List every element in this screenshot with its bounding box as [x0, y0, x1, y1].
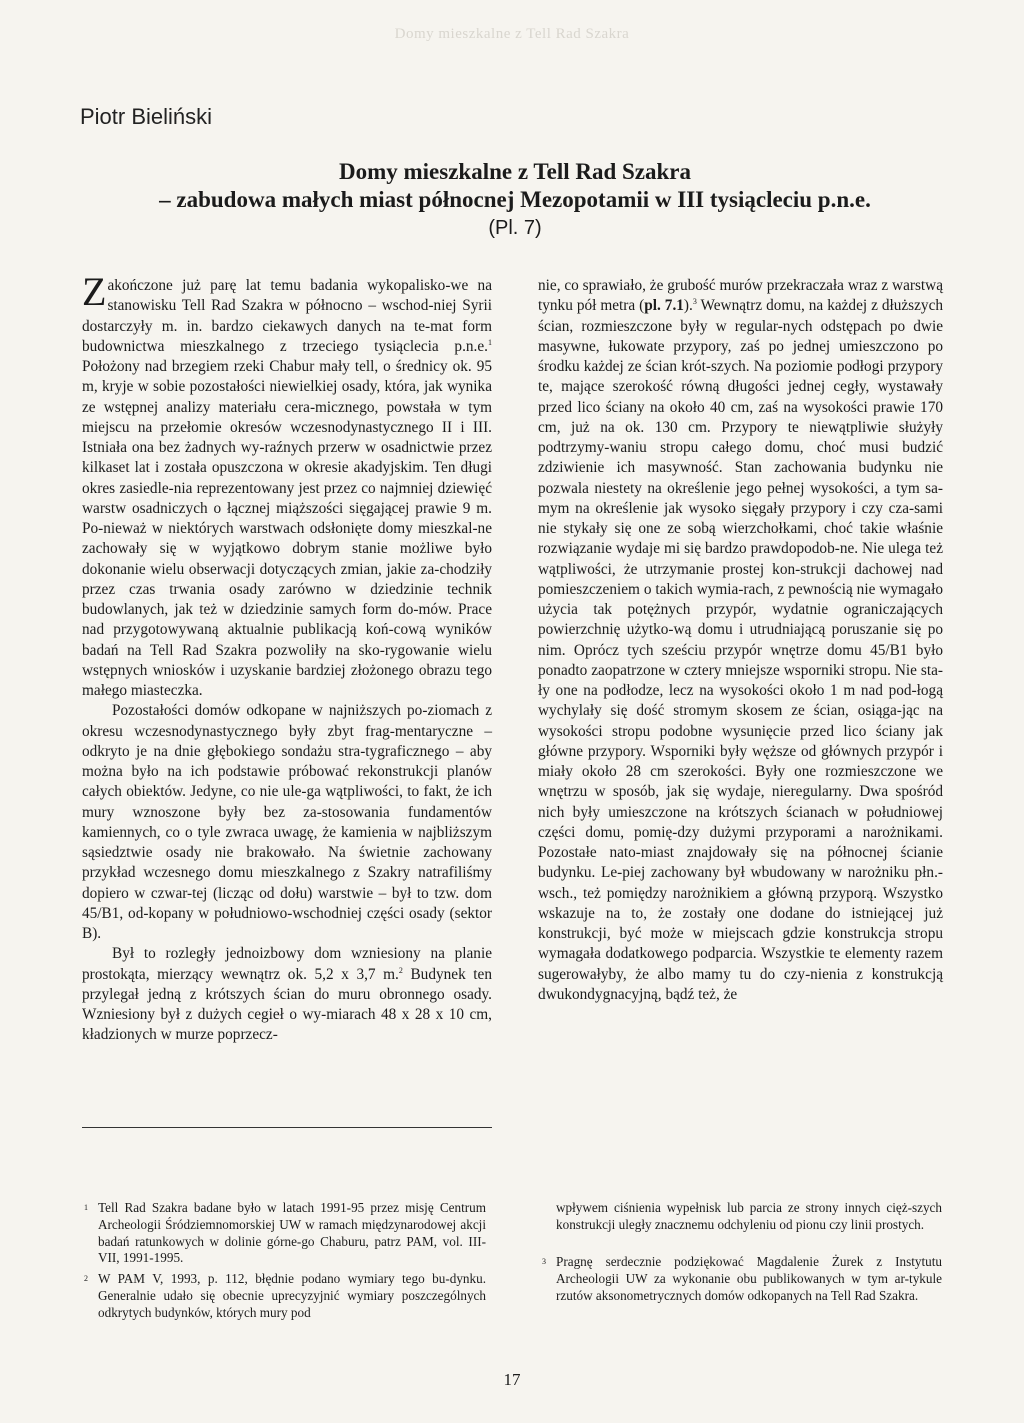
plate-ref: pl. 7.1 [644, 297, 684, 315]
footnote-mark: 1 [84, 1203, 88, 1212]
title-line-1: Domy mieszkalne z Tell Rad Szakra [338, 159, 692, 184]
paragraph: Pozostałości domów odkopane w najniższych po-ziomach z okresu wczesnodynastycznego były zbyt frag-mentaryczne – odkryto je na dnie głębokiego sondażu stra-tygraficznego – aby można było na ich podstawie próbować rekonstrukcji planów całych obiektów. Jedyne, co nie ule-ga wątpliwości, to fakt, że ich mury wznoszone były bez za-stosowania fundamentów kamiennych, co o tyle zwraca uwagę, że kamienia w najbliższym sąsiedztwie osady nie brakowało. Na świetnie zachowany przykład wczesnego domu mieszkalnego z Szakry natrafiliśmy dopiero w czwar-tej (licząc od dołu) warstwie – był to tzw. dom 45/B1, od-kopany w południowo-wschodniej części osady (sektor B). [82, 702, 492, 942]
footnote-ref: 2 [398, 965, 403, 975]
drop-cap: Z [82, 269, 107, 314]
footnote-2-continued [556, 1200, 942, 1234]
footnote-text: W PAM V, 1993, p. 112, błędnie podano wymiary tego bu-dynku. Generalnie udało się obecnie uprecyzyjnić wymiary poszczególnych odkrytych budynków, których mury pod [98, 1271, 486, 1320]
footnote-separator [82, 1127, 492, 1128]
paragraph [82, 269, 492, 701]
article-title [120, 158, 910, 242]
footnote-2 [84, 1271, 486, 1321]
footnote-text: wpływem ciśnienia wypełnisk lub parcia ze strony innych cięż-szych konstrukcji uległy znacznemu odchyleniu od pionu czy linii prostych. [556, 1200, 942, 1232]
footnote-mark: 3 [542, 1257, 546, 1266]
footnote-1 [84, 1200, 486, 1267]
page-number: 17 [503, 1370, 521, 1389]
paragraph-text: Budynek ten przylegał jedną z krótszych ścian do muru obronnego osady. Wzniesiony był z dużych cegieł o wy-miarach 48 x 28 x 10 cm, kładzionych w murze poprzecz- [82, 965, 492, 1044]
footnote-text: Tell Rad Szakra badane było w latach 1991-95 przez misję Centrum Archeologii Śródziemnomorskiej UW w ramach międzynarodowej akcji badań ratunkowych w dolinie górne-go Chaburu, patrz PAM, vol. III-VII, 1991-1995. [98, 1200, 486, 1266]
paragraph-text: nie, co sprawiało, że grubość murów przekraczała wraz z warstwą tynku pół metra ( [538, 277, 943, 315]
paragraph [82, 944, 492, 1045]
paragraph-text: akończone już parę lat temu badania wykopalisko-we na stanowisku Tell Rad Szakra w północno – wschod-niej Syrii dostarczyły m. in. bardzo ciekawych danych na te-mat form budownictwa mieszkalnego z trzeciego tysiąclecia p.n.e. [82, 277, 492, 355]
footnote-ref: 1 [488, 337, 492, 347]
footnote-3 [542, 1254, 942, 1304]
paragraph-text: Był to rozległy jednoizbowy dom wzniesiony na planie prostokąta, mierzący wewnątrz ok. 5,2 x 3,7 m. [82, 945, 492, 983]
paragraph-text: Wewnątrz domu, na każdej z dłuższych ścian, rozmieszczone były w regular-nych odstępach po dwie masywne, łukowate przypory, zaś po jednej umieszczono po środku każdej ze ścian krót-szych. Na poziomie podłogi przypory te, mające szerokość równą długości jednej cegły, wystawały przed lico ściany na około 40 cm, zaś na wysokości prawie 170 cm, już na ok. 130 cm. Przypory te niewątpliwie służyły podtrzymy-waniu stropu całego domu, choć musi budzić zdziwienie ich masywność. Stan zachowania budynku nie pozwala niestety na określenie jego pełnej wysokości, a tym sa-mym na określenie jak wysoko sięgały przypory i czy cza-sami nie stykały się one ze sobą wierzchołkami, choć takie właśnie rozwiązanie wydaje mi się bardzo prawdopodob-ne. Nie ulega też wątpliwości, że utrzymanie prostej kon-strukcji dachowej nad pomieszczeniem o takich wymia-rach, z pewnością nie wymagało użycia tak potężnych przypór, wydatnie ograniczających powierzchnię użytko-wą domu i utrudniającą poruszanie się po nim. Oprócz tych sześciu przypór wnętrze domu 45/B1 było ponadto zaopatrzone w cztery mniejsze wsporniki stropu. Nie sta-ły one na podłodze, lecz na wysokości około 1 m nad pod-łogą wychylały się dość stromym skosem ze ścian, osiąga-jąc na wysokości stropu podobne wysunięcie przed lico ściany jak główne przypory. Wsporniki były węższe od głównych przypór i miały około 28 cm szerokości. Były one rozmieszczone we wnętrzu w sposób, jak się wydaje, nieregularny. Dwa spośród nich były umieszczone na krótszych ścianach w południowej części domu, pomię-dzy dużymi przyporami a narożnikami. Pozostałe nato-miast znajdowały się na północnej ścianie budynku. Le-piej zachowany był wbudowany w narożniku płn.-wsch., też pomiędzy narożnikiem a główną przyporą. Wszystko wskazuje na to, że zostały one dodane do istniejącej już konstrukcji, być może w miejscach gdzie konstrukcja stropu wymagała dodatkowego podparcia. Wszystkie te elementy razem sugerowałyby, że albo mamy tu do czy-nienia z konstrukcją dwukondygnacyjną, bądź też, że [538, 297, 944, 1003]
right-column [538, 276, 943, 1005]
title-line-2: – zabudowa małych miast północnej Mezopotamii w III tysiącleciu p.n.e. [159, 187, 871, 212]
paragraph-text: Położony nad brzegiem rzeki Chabur mały tell, o średnicy ok. 95 m, kryje w sobie pozostałości niewielkiej osady, która, jak wynika ze wstępnej analizy materiału cera-micznego, powstała w tym miejscu na przełomie okresów wczesnodynastycznego II i III. Istniała ona bez żadnych wy-raźnych przerw w osadnictwie przez kilkaset lat i została opuszczona w okresie akadyjskim. Ten długi okres zasiedle-nia reprezentowany jest przez co najmniej dziewięć warstw osadniczych o łącznej miąższości sięgającej prawie 9 m. Po-nieważ w niektórych warstwach odsłonięte domy mieszkal-ne zachowały się w wyjątkowo dobrym stanie możliwe było dokonanie wielu obserwacji dotyczących zmian, jakie za-chodziły przez czas trwania osady zarówno w dziedzinie technik budowlanych, jak też w dziedzinie samych form do-mów. Prace nad przygotowywaną aktualnie publikacją koń-cową wyników badań na Tell Rad Szakra pozwoliły na sko-rygowanie wielu wstępnych wniosków i uzyskanie bardziej złożonego obrazu tego małego miasteczka. [82, 358, 492, 699]
author-name: Piotr Bieliński [80, 104, 213, 129]
footnote-text: Pragnę serdecznie podziękować Magdalenie Żurek z Instytutu Archeologii UW za wykonanie obu publikowanych w tym ar-tykule rzutów aksonometrycznych domów odkopanych na Tell Rad Szakra. [556, 1254, 942, 1303]
footnote-mark: 2 [84, 1274, 88, 1283]
title-plate-ref: (Pl. 7) [488, 217, 542, 239]
footnote-ref: 3 [692, 297, 697, 307]
paragraph-text: ). [683, 297, 693, 315]
paragraph [538, 276, 943, 1005]
running-head: Domy mieszkalne z Tell Rad Szakra [394, 26, 630, 42]
left-column [82, 269, 492, 1046]
